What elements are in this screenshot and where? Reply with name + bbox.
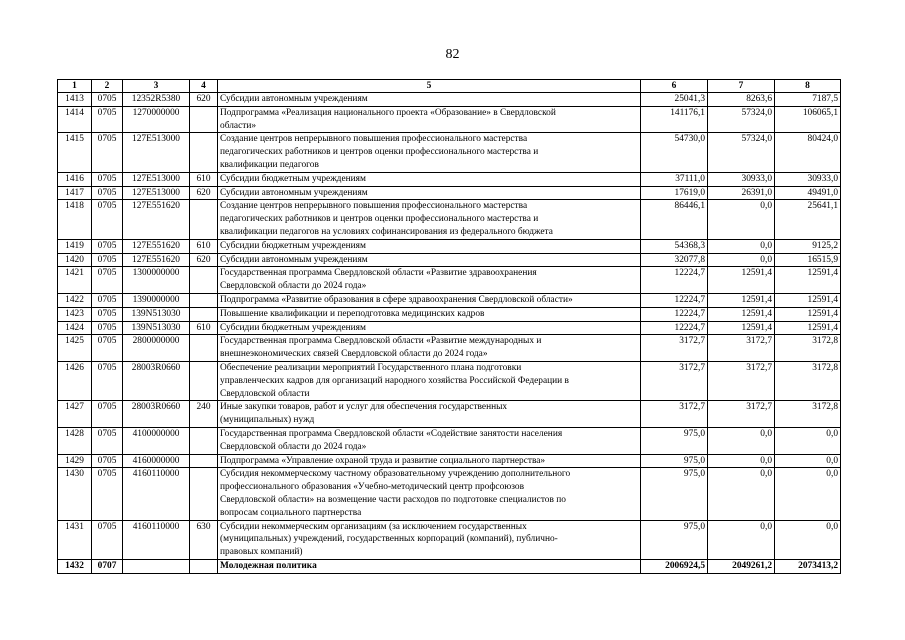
table-row (58, 401, 841, 428)
row-number-cell: 1421 (58, 267, 92, 294)
row-number-cell: 1423 (58, 307, 92, 321)
table-row (58, 335, 841, 362)
section-code-cell: 0705 (92, 267, 123, 294)
item-name-cell (218, 200, 641, 239)
expense-type-cell: 240 (190, 401, 218, 428)
section-code-cell: 0705 (92, 335, 123, 362)
amount-col-8-cell: 16515,9 (775, 253, 841, 267)
table-row (58, 172, 841, 186)
amount-col-8-cell: 30933,0 (775, 172, 841, 186)
amount-col-7-cell: 57324,0 (708, 106, 775, 133)
item-name-line: Субсидии автономным учреждениям (220, 187, 368, 198)
amount-col-8-cell: 9125,2 (775, 239, 841, 253)
item-name-line: Подпрограмма «Развитие образования в сфере здравоохранения Свердловской области» (220, 294, 573, 305)
item-name-line: Подпрограмма «Реализация национального проекта «Образование» в Свердловской (220, 107, 556, 118)
amount-col-6-cell: 975,0 (641, 520, 708, 559)
expense-type-cell (190, 106, 218, 133)
target-code-cell: 1390000000 (123, 293, 190, 307)
item-name-cell (218, 520, 641, 559)
expense-type-cell: 610 (190, 239, 218, 253)
target-code-cell: 127E551620 (123, 239, 190, 253)
amount-col-7-cell: 0,0 (708, 520, 775, 559)
table-row (58, 186, 841, 200)
amount-col-7-cell: 12591,4 (708, 293, 775, 307)
amount-col-8-cell: 7187,5 (775, 93, 841, 107)
amount-col-8-cell: 3172,8 (775, 401, 841, 428)
amount-col-6-cell: 975,0 (641, 427, 708, 454)
target-code-cell: 4160000000 (123, 454, 190, 468)
item-name-line: Субсидии некоммерческим организациям (за исключением государственных (220, 521, 527, 532)
item-name-line: Свердловской области (220, 388, 310, 399)
item-name-line: Субсидия некоммерческому частному образовательному учреждению дополнительного (220, 469, 571, 480)
target-code-cell: 4100000000 (123, 427, 190, 454)
table-row (58, 454, 841, 468)
header-col-4: 4 (190, 80, 218, 93)
table-row (58, 307, 841, 321)
item-name-line: вопросам социального партнерства (220, 507, 362, 518)
amount-col-7-cell: 12591,4 (708, 321, 775, 335)
table-row (58, 559, 841, 573)
expense-type-cell (190, 133, 218, 172)
expense-type-cell (190, 559, 218, 573)
table-row (58, 239, 841, 253)
item-name-cell (218, 361, 641, 400)
section-code-cell: 0705 (92, 454, 123, 468)
table-row (58, 133, 841, 172)
item-name-line: Свердловской области» на возмещение части расходов по подготовке специалистов по (220, 494, 566, 505)
item-name-line: (муниципальных) нужд (220, 415, 315, 426)
header-col-2: 2 (92, 80, 123, 93)
expense-type-cell (190, 427, 218, 454)
target-code-cell: 1270000000 (123, 106, 190, 133)
amount-col-6-cell: 12224,7 (641, 293, 708, 307)
section-code-cell: 0705 (92, 200, 123, 239)
section-code-cell: 0705 (92, 93, 123, 107)
header-col-3: 3 (123, 80, 190, 93)
section-code-cell: 0705 (92, 361, 123, 400)
expense-type-cell (190, 454, 218, 468)
item-name-line: квалификации педагогов (220, 159, 319, 170)
table-row (58, 253, 841, 267)
amount-col-7-cell: 0,0 (708, 253, 775, 267)
amount-col-6-cell: 12224,7 (641, 307, 708, 321)
expense-type-cell: 620 (190, 93, 218, 107)
item-name-line: Субсидии автономным учреждениям (220, 94, 368, 104)
item-name-cell (218, 93, 641, 107)
amount-col-6-cell: 25041,3 (641, 93, 708, 107)
header-row (58, 80, 841, 93)
expense-type-cell (190, 335, 218, 362)
item-name-line: Субсидии бюджетным учреждениям (220, 240, 366, 251)
item-name-cell (218, 401, 641, 428)
expense-type-cell: 620 (190, 253, 218, 267)
header-col-1: 1 (58, 80, 92, 93)
target-code-cell: 4160110000 (123, 520, 190, 559)
amount-col-7-cell: 0,0 (708, 454, 775, 468)
item-name-cell (218, 468, 641, 520)
amount-col-6-cell: 141176,1 (641, 106, 708, 133)
amount-col-8-cell: 0,0 (775, 468, 841, 520)
table-row (58, 321, 841, 335)
section-code-cell: 0705 (92, 133, 123, 172)
target-code-cell: 127E513000 (123, 186, 190, 200)
item-name-line: Свердловской области до 2024 года» (220, 441, 367, 452)
item-name-cell (218, 321, 641, 335)
section-code-cell: 0705 (92, 253, 123, 267)
amount-col-7-cell: 0,0 (708, 427, 775, 454)
amount-col-7-cell: 0,0 (708, 239, 775, 253)
item-name-line: Государственная программа Свердловской области «Развитие здравоохранения (220, 268, 537, 279)
table-row (58, 267, 841, 294)
expense-type-cell: 620 (190, 186, 218, 200)
item-name-cell (218, 106, 641, 133)
amount-col-7-cell: 0,0 (708, 468, 775, 520)
amount-col-6-cell: 975,0 (641, 454, 708, 468)
table-header (58, 80, 841, 93)
item-name-cell (218, 253, 641, 267)
section-code-cell: 0705 (92, 239, 123, 253)
table-row (58, 106, 841, 133)
amount-col-8-cell: 0,0 (775, 454, 841, 468)
section-code-cell: 0705 (92, 186, 123, 200)
item-name-cell (218, 559, 641, 573)
section-code-cell: 0705 (92, 307, 123, 321)
amount-col-6-cell: 54730,0 (641, 133, 708, 172)
item-name-line: Создание центров непрерывного повышения профессионального мастерства (220, 134, 528, 145)
amount-col-7-cell: 8263,6 (708, 93, 775, 107)
amount-col-8-cell: 12591,4 (775, 307, 841, 321)
target-code-cell: 28003R0660 (123, 401, 190, 428)
item-name-line: Иные закупки товаров, работ и услуг для обеспечения государственных (220, 402, 508, 413)
row-number-cell: 1430 (58, 468, 92, 520)
item-name-cell (218, 454, 641, 468)
amount-col-7-cell: 26391,0 (708, 186, 775, 200)
amount-col-7-cell: 57324,0 (708, 133, 775, 172)
item-name-line: Создание центров непрерывного повышения профессионального мастерства (220, 201, 528, 212)
expense-type-cell: 630 (190, 520, 218, 559)
item-name-cell (218, 172, 641, 186)
expense-type-cell (190, 200, 218, 239)
target-code-cell: 139N513030 (123, 307, 190, 321)
row-number-cell: 1424 (58, 321, 92, 335)
amount-col-6-cell: 37111,0 (641, 172, 708, 186)
row-number-cell: 1422 (58, 293, 92, 307)
item-name-line: Государственная программа Свердловской области «Развитие международных и (220, 336, 542, 347)
item-name-line: области» (220, 120, 257, 131)
item-name-cell (218, 427, 641, 454)
amount-col-7-cell: 3172,7 (708, 335, 775, 362)
row-number-cell: 1432 (58, 559, 92, 573)
expense-type-cell: 610 (190, 172, 218, 186)
row-number-cell: 1426 (58, 361, 92, 400)
target-code-cell: 127E513000 (123, 133, 190, 172)
amount-col-7-cell: 12591,4 (708, 307, 775, 321)
target-code-cell: 2800000000 (123, 335, 190, 362)
header-col-8: 8 (775, 80, 841, 93)
item-name-line: Государственная программа Свердловской области «Содействие занятости населения (220, 428, 563, 439)
item-name-cell (218, 267, 641, 294)
table-row (58, 361, 841, 400)
target-code-cell: 1300000000 (123, 267, 190, 294)
section-code-cell: 0705 (92, 468, 123, 520)
section-code-cell: 0705 (92, 427, 123, 454)
item-name-line: Свердловской области до 2024 года» (220, 281, 367, 292)
budget-table (57, 79, 841, 574)
table-row (58, 93, 841, 107)
header-col-5: 5 (218, 80, 641, 93)
amount-col-6-cell: 32077,8 (641, 253, 708, 267)
item-name-line: Повышение квалификации и переподготовка медицинских кадров (220, 308, 485, 319)
item-name-line: Субсидии автономным учреждениям (220, 254, 368, 265)
item-name-line: квалификации педагогов на условиях софинансирования из федерального бюджета (220, 226, 553, 237)
table-row (58, 520, 841, 559)
section-code-cell: 0705 (92, 401, 123, 428)
target-code-cell: 12352R5380 (123, 93, 190, 107)
section-code-cell: 0705 (92, 172, 123, 186)
amount-col-6-cell: 86446,1 (641, 200, 708, 239)
amount-col-8-cell: 0,0 (775, 520, 841, 559)
item-name-line: внешнеэкономических связей Свердловской области до 2024 года» (220, 349, 488, 360)
item-name-cell (218, 133, 641, 172)
amount-col-8-cell: 12591,4 (775, 321, 841, 335)
item-name-cell (218, 239, 641, 253)
header-col-7: 7 (708, 80, 775, 93)
header-col-6: 6 (641, 80, 708, 93)
row-number-cell: 1416 (58, 172, 92, 186)
amount-col-6-cell: 975,0 (641, 468, 708, 520)
item-name-line: Субсидии бюджетным учреждениям (220, 173, 366, 184)
amount-col-6-cell: 3172,7 (641, 361, 708, 400)
amount-col-6-cell: 12224,7 (641, 321, 708, 335)
amount-col-7-cell: 3172,7 (708, 401, 775, 428)
amount-col-6-cell: 2006924,5 (641, 559, 708, 573)
row-number-cell: 1420 (58, 253, 92, 267)
amount-col-8-cell: 2073413,2 (775, 559, 841, 573)
row-number-cell: 1413 (58, 93, 92, 107)
expense-type-cell (190, 267, 218, 294)
item-name-line: Молодежная политика (220, 560, 317, 571)
target-code-cell: 28003R0660 (123, 361, 190, 400)
row-number-cell: 1414 (58, 106, 92, 133)
section-code-cell: 0705 (92, 321, 123, 335)
amount-col-8-cell: 3172,8 (775, 361, 841, 400)
amount-col-7-cell: 3172,7 (708, 361, 775, 400)
row-number-cell: 1418 (58, 200, 92, 239)
table-row (58, 427, 841, 454)
item-name-cell (218, 307, 641, 321)
expense-type-cell (190, 361, 218, 400)
item-name-line: Субсидии бюджетным учреждениям (220, 322, 366, 333)
section-code-cell: 0705 (92, 293, 123, 307)
row-number-cell: 1415 (58, 133, 92, 172)
expense-type-cell (190, 468, 218, 520)
amount-col-6-cell: 3172,7 (641, 335, 708, 362)
amount-col-7-cell: 12591,4 (708, 267, 775, 294)
target-code-cell: 127E551620 (123, 200, 190, 239)
section-code-cell: 0707 (92, 559, 123, 573)
item-name-cell (218, 293, 641, 307)
target-code-cell (123, 559, 190, 573)
expense-type-cell (190, 293, 218, 307)
row-number-cell: 1425 (58, 335, 92, 362)
amount-col-8-cell: 80424,0 (775, 133, 841, 172)
item-name-line: профессионального образования «Учебно-методический центр профсоюзов (220, 482, 525, 493)
target-code-cell: 127E551620 (123, 253, 190, 267)
target-code-cell: 127E513000 (123, 172, 190, 186)
target-code-cell: 139N513030 (123, 321, 190, 335)
amount-col-6-cell: 3172,7 (641, 401, 708, 428)
row-number-cell: 1431 (58, 520, 92, 559)
expense-type-cell (190, 307, 218, 321)
amount-col-7-cell: 2049261,2 (708, 559, 775, 573)
row-number-cell: 1428 (58, 427, 92, 454)
amount-col-6-cell: 12224,7 (641, 267, 708, 294)
table-row (58, 200, 841, 239)
item-name-cell (218, 186, 641, 200)
item-name-line: Подпрограмма «Управление охраной труда и развитие социального партнерства» (220, 455, 546, 466)
item-name-line: (муниципальных) учреждений, государственных корпораций (компаний), публично- (220, 534, 558, 545)
amount-col-7-cell: 30933,0 (708, 172, 775, 186)
target-code-cell: 4160110000 (123, 468, 190, 520)
row-number-cell: 1429 (58, 454, 92, 468)
item-name-line: правовых компаний) (220, 547, 303, 558)
amount-col-6-cell: 54368,3 (641, 239, 708, 253)
item-name-line: педагогических работников и центров оценки профессионального мастерства и (220, 214, 539, 225)
row-number-cell: 1417 (58, 186, 92, 200)
section-code-cell: 0705 (92, 106, 123, 133)
table-body (58, 93, 841, 574)
table-row (58, 468, 841, 520)
item-name-line: педагогических работников и центров оценки профессионального мастерства и (220, 147, 539, 158)
amount-col-8-cell: 106065,1 (775, 106, 841, 133)
amount-col-8-cell: 25641,1 (775, 200, 841, 239)
item-name-line: управленческих кадров для организаций народного хозяйства Российской Федерации в (220, 375, 569, 386)
amount-col-8-cell: 12591,4 (775, 267, 841, 294)
amount-col-8-cell: 49491,0 (775, 186, 841, 200)
amount-col-6-cell: 17619,0 (641, 186, 708, 200)
amount-col-8-cell: 3172,8 (775, 335, 841, 362)
row-number-cell: 1419 (58, 239, 92, 253)
row-number-cell: 1427 (58, 401, 92, 428)
amount-col-8-cell: 0,0 (775, 427, 841, 454)
item-name-line: Обеспечение реализации мероприятий Государственного плана подготовки (220, 362, 522, 373)
expense-type-cell: 610 (190, 321, 218, 335)
amount-col-8-cell: 12591,4 (775, 293, 841, 307)
amount-col-7-cell: 0,0 (708, 200, 775, 239)
page-number: 82 (445, 47, 460, 62)
table-row (58, 293, 841, 307)
section-code-cell: 0705 (92, 520, 123, 559)
item-name-cell (218, 335, 641, 362)
